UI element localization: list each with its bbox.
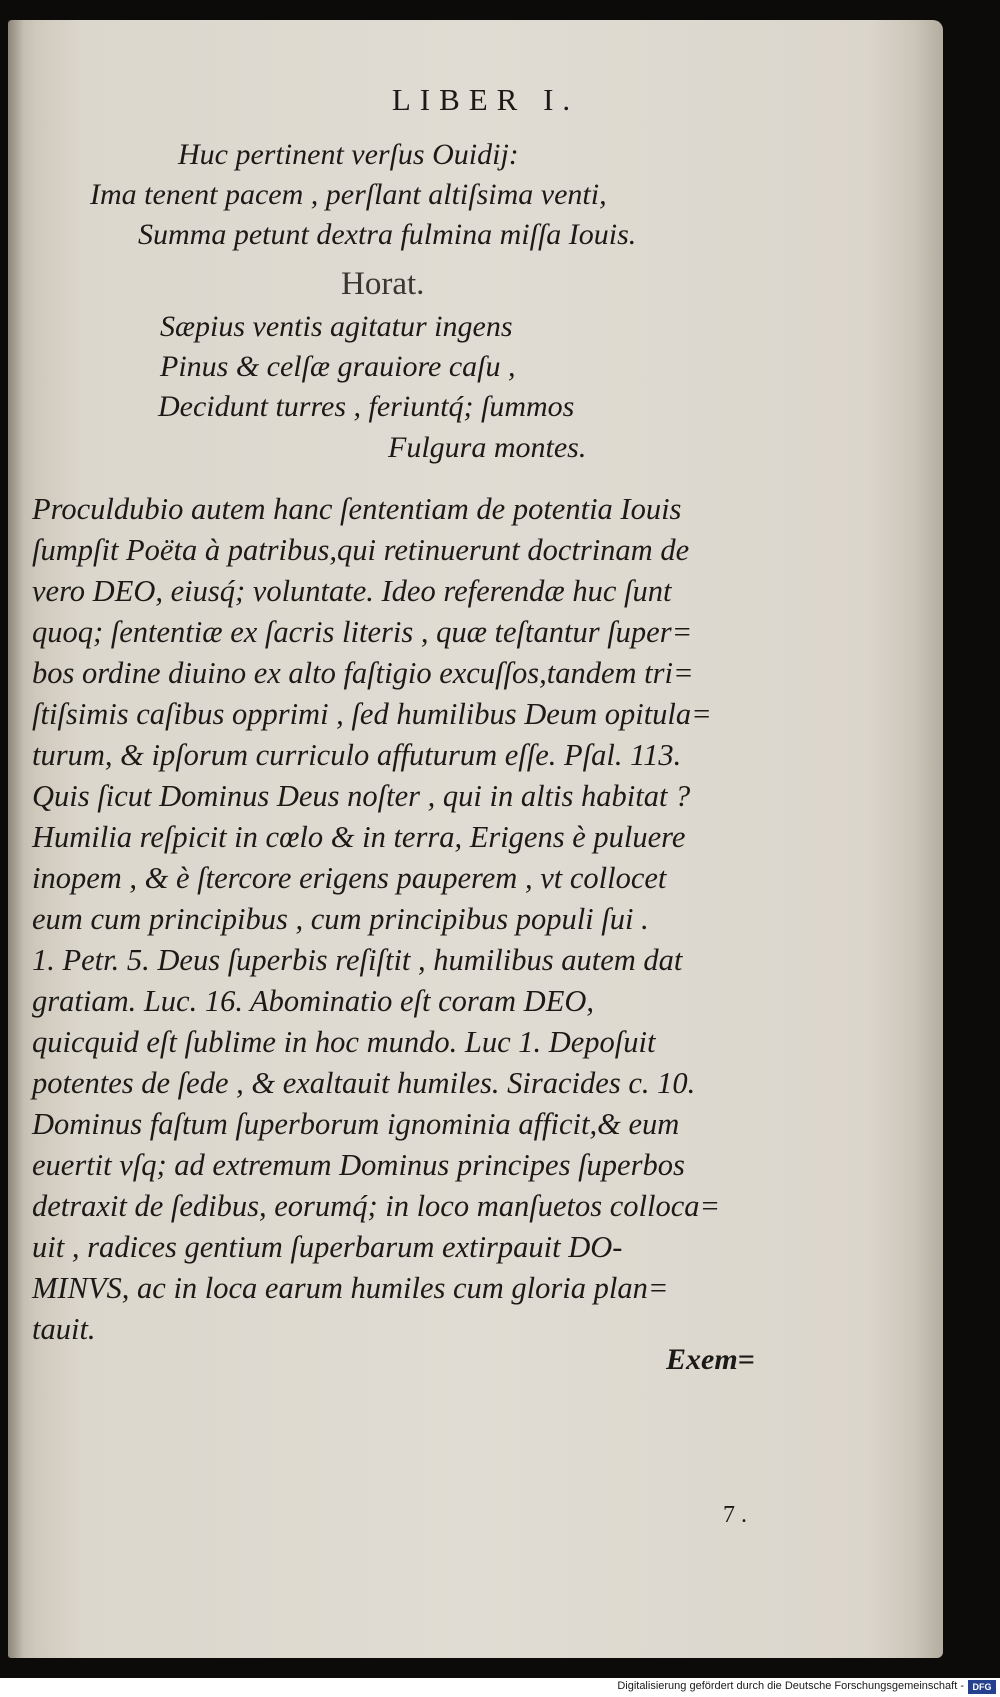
horace-verse-line: Fulgura montes.: [388, 431, 587, 464]
horace-heading: Horat.: [341, 266, 425, 302]
prose-line: 1. Petr. 5. Deus ſuperbis reſiſtit , humilibus autem dat: [32, 943, 683, 977]
prose-line: euertit vſq; ad extremum Dominus principes ſuperbos: [32, 1148, 685, 1182]
prose-line: MINVS, ac in loca earum humiles cum gloria plan=: [32, 1271, 669, 1305]
prose-line: eum cum principibus , cum principibus populi ſui .: [32, 902, 649, 936]
running-head: LIBER I.: [391, 82, 580, 117]
page-gutter-shadow: [8, 20, 24, 1658]
prose-line: Dominus faſtum ſuperborum ignominia afficit,& eum: [32, 1107, 680, 1141]
horace-verse-line: Decidunt turres , feriuntq́; ſummos: [158, 390, 575, 423]
prose-line: potentes de ſede , & exaltauit humiles. Siracides c. 10.: [32, 1066, 696, 1100]
prose-line: Quis ſicut Dominus Deus noſter , qui in altis habitat ?: [32, 779, 691, 813]
prose-line: bos ordine diuino ex alto faſtigio excuſſos,tandem tri=: [32, 656, 694, 690]
prose-line: tauit.: [32, 1312, 96, 1346]
horace-verse-line: Pinus & celſæ grauiore caſu ,: [160, 350, 516, 383]
catchword: Exem=: [666, 1343, 755, 1376]
prose-line: ſtiſsimis caſibus opprimi , ſed humilibus Deum opitula=: [32, 697, 712, 731]
prose-line: gratiam. Luc. 16. Abominatio eſt coram DEO,: [32, 984, 594, 1018]
ovid-verse-line: Summa petunt dextra fulmina miſſa Iouis.: [138, 218, 637, 251]
prose-line: Humilia reſpicit in cœlo & in terra, Erigens è puluere: [32, 820, 686, 854]
prose-line: inopem , & è ſtercore erigens pauperem , vt collocet: [32, 861, 667, 895]
prose-line: turum, & ipſorum curriculo affuturum eſſe. Pſal. 113.: [32, 738, 682, 772]
prose-line: quicquid eſt ſublime in hoc mundo. Luc 1. Depoſuit: [32, 1025, 656, 1059]
prose-line: ſumpſit Poëta à patribus,qui retinuerunt doctrinam de: [32, 533, 690, 567]
prose-line: uit , radices gentium ſuperbarum extirpauit DO-: [32, 1230, 623, 1264]
prose-line: vero DEO, eiusq́; voluntate. Ideo referendæ huc ſunt: [32, 574, 672, 608]
signature-mark: 7 .: [723, 1502, 747, 1528]
prose-line: quoq; ſententiæ ex ſacris literis , quæ teſtantur ſuper=: [32, 615, 693, 649]
horace-verse-line: Sæpius ventis agitatur ingens: [160, 310, 513, 343]
prose-line: Proculdubio autem hanc ſententiam de potentia Iouis: [32, 492, 682, 526]
digitization-footer: [0, 1678, 1000, 1697]
book-page: [8, 20, 943, 1658]
ovid-verse-line: Ima tenent pacem , perſlant altiſsima venti,: [90, 178, 607, 211]
footer-credit: Digitalisierung gefördert durch die Deutsche Forschungsgemeinschaft -: [617, 1680, 964, 1692]
verse-intro: Huc pertinent verſus Ouidij:: [178, 138, 519, 171]
prose-line: detraxit de ſedibus, eorumq́; in loco manſuetos colloca=: [32, 1189, 721, 1223]
dfg-logo-icon: DFG: [968, 1680, 996, 1694]
